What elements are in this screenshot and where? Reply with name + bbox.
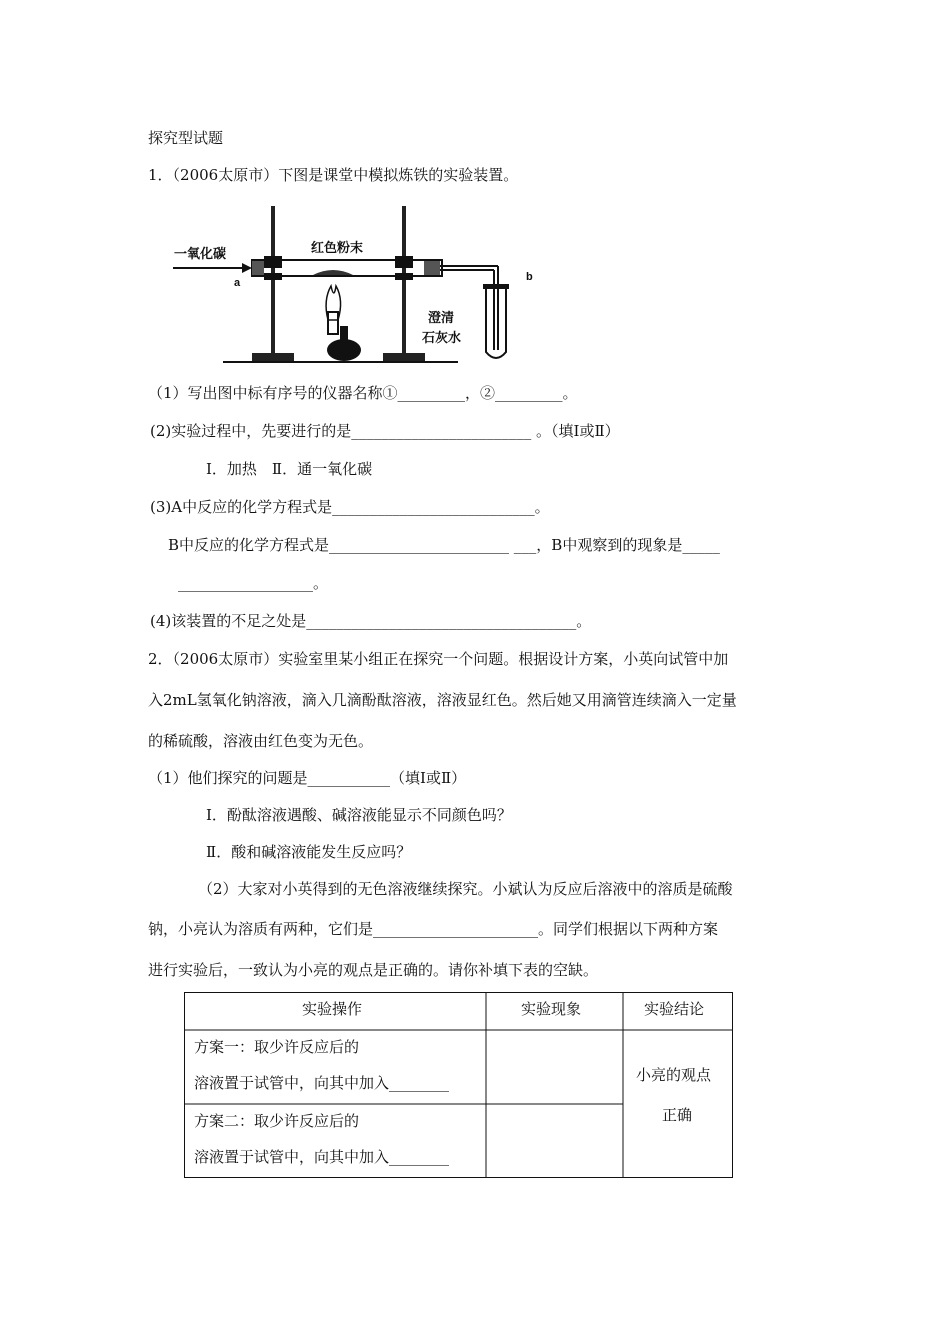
q1-part4: (4)该装置的不足之处是____________________________________。 bbox=[150, 612, 592, 630]
conclusion-line2: 正确 bbox=[662, 1106, 693, 1124]
q1-part3b: B中反应的化学方程式是________________________ ___，B中观察到的现象是_____ bbox=[168, 536, 720, 554]
q2-part2-line3: 进行实验后，一致认为小亮的观点是正确的。请你补填下表的空缺。 bbox=[148, 961, 599, 979]
q2-part2-line2: 钠，小亮认为溶质有两种，它们是______________________。同学们根据以下两种方案 bbox=[148, 920, 719, 938]
q2-part1: （1）他们探究的问题是___________（填Ⅰ或Ⅱ） bbox=[148, 769, 467, 787]
q1-part3c: __________________。 bbox=[178, 574, 329, 592]
label-b: b bbox=[526, 271, 533, 283]
label-a: a bbox=[234, 277, 241, 289]
plan1-line1: 方案一：取少许反应后的 bbox=[194, 1038, 360, 1056]
plan2-line2: 溶液置于试管中，向其中加入________ bbox=[194, 1148, 450, 1166]
q2-part2-line1: （2）大家对小英得到的无色溶液继续探究。小斌认为反应后溶液中的溶质是硫酸 bbox=[198, 880, 733, 898]
q2-stem-line1: 2．（2006太原市）实验室里某小组正在探究一个问题。根据设计方案，小英向试管中加 bbox=[148, 650, 729, 668]
co-label: 一氧化碳 bbox=[174, 246, 227, 261]
q2-option-2: Ⅱ．酸和碱溶液能发生反应吗？ bbox=[206, 843, 412, 861]
experiment-table bbox=[184, 992, 733, 1178]
apparatus-figure bbox=[168, 200, 538, 368]
plan1-line2: 溶液置于试管中，向其中加入________ bbox=[194, 1074, 450, 1092]
q1-part1: （1）写出图中标有序号的仪器名称①_________，②_________。 bbox=[148, 384, 578, 402]
header-operation: 实验操作 bbox=[302, 1000, 363, 1018]
q1-part2: (2)实验过程中，先要进行的是________________________ 。（填Ⅰ或Ⅱ） bbox=[150, 422, 620, 440]
q2-stem-line3: 的稀硫酸，溶液由红色变为无色。 bbox=[148, 732, 374, 750]
section-heading: 探究型试题 bbox=[148, 129, 224, 147]
conclusion-line1: 小亮的观点 bbox=[636, 1066, 712, 1084]
plan2-line1: 方案二：取少许反应后的 bbox=[194, 1112, 360, 1130]
q1-stem: 1．（2006太原市）下图是课堂中模拟炼铁的实验装置。 bbox=[148, 166, 519, 184]
q1-part3a: (3)A中反应的化学方程式是___________________________。 bbox=[150, 498, 550, 516]
q2-option-1: Ⅰ．酚酞溶液遇酸、碱溶液能显示不同颜色吗？ bbox=[206, 806, 512, 824]
header-phenomenon: 实验现象 bbox=[521, 1000, 582, 1018]
header-conclusion: 实验结论 bbox=[644, 1000, 705, 1018]
q2-stem-line2: 入2mL氢氧化钠溶液，滴入几滴酚酞溶液，溶液显红色。然后她又用滴管连续滴入一定量 bbox=[148, 691, 737, 709]
q1-part2-options: Ⅰ．加热 Ⅱ．通一氧化碳 bbox=[206, 460, 373, 478]
limewater-label-1: 澄清 bbox=[428, 310, 455, 325]
limewater-label-2: 石灰水 bbox=[422, 330, 462, 345]
red-powder-label: 红色粉末 bbox=[311, 240, 364, 255]
